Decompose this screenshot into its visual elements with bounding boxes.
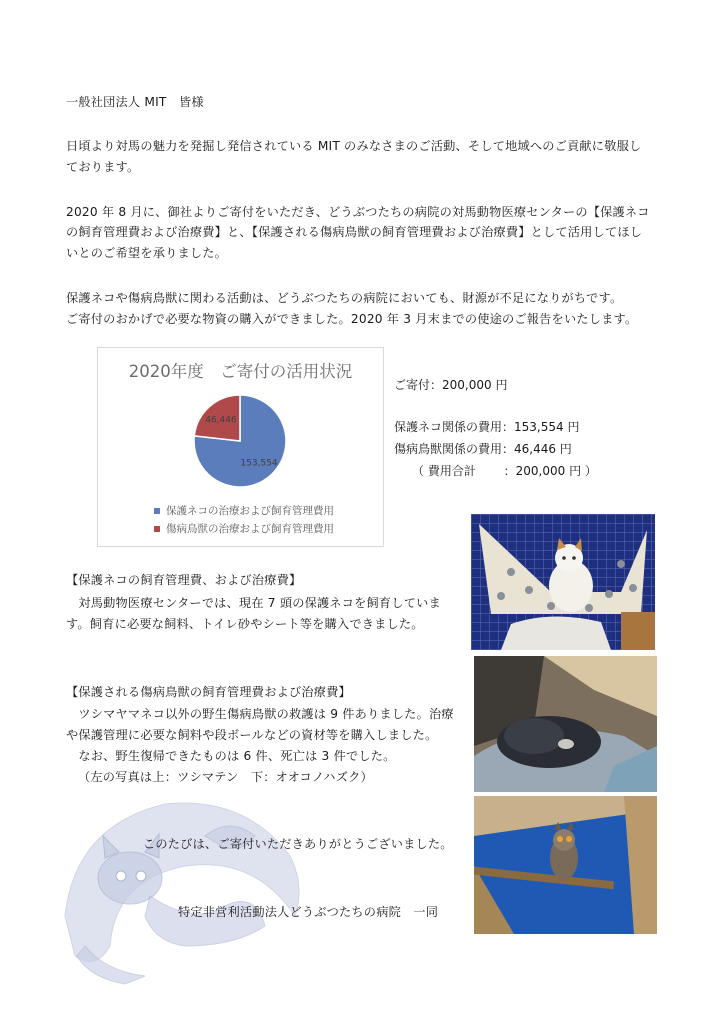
closing-thanks: このたびは、ご寄付いただきありがとうございました。: [143, 837, 453, 851]
section-cats-line1: 対馬動物医療センターでは、現在 7 頭の保護ネコを飼育していま: [66, 596, 441, 610]
marten-illustration: [474, 656, 657, 792]
legend-item-wildlife: [154, 521, 334, 536]
section-wildlife-line1: ツシマヤマネコ以外の野生傷病鳥獣の救護は 9 件ありました。治療: [66, 707, 454, 721]
legend-item-cats: [154, 503, 334, 518]
paragraph-report-line2: ご寄付のおかげで必要な物資の購入ができました。2020 年 3 月末までの使途のご報告をいたします。: [66, 312, 638, 326]
chart-title: 2020年度 ご寄付の活用状況: [128, 362, 353, 381]
legend-label-wildlife: 傷病鳥獣の治療および飼育管理費用: [166, 523, 334, 535]
cat-hammock-photo: [471, 514, 655, 650]
legend-swatch-cats: [154, 508, 160, 514]
section-wildlife-line3: なお、野生復帰できたものは 6 件、死亡は 3 件でした。: [66, 749, 396, 763]
paragraph-intro-line2: ております。: [66, 160, 140, 174]
addressee: 一般社団法人 MIT 皆様: [66, 95, 204, 109]
section-wildlife-heading: 【保護される傷病鳥獣の飼育管理費および治療費】: [66, 685, 351, 699]
section-wildlife-photo-caption: （左の写真は上：ツシマテン 下：オオコノハズク）: [78, 770, 373, 784]
section-wildlife-line2: や保護管理に必要な飼料や段ボールなどの資材等を購入しました。: [66, 728, 438, 742]
paper-cut-marten-illustration: [55, 796, 305, 986]
owl-illustration: [474, 796, 657, 934]
paragraph-donation-line1: 2020 年 8 月に、御社よりご寄付をいただき、どうぶつたちの病院の対馬動物医療センターの【保護ネコ: [66, 205, 650, 219]
section-cats-heading: 【保護ネコの飼育管理費、および治療費】: [66, 573, 302, 587]
paragraph-donation-line2: の飼育管理費および治療費】と、【保護される傷病鳥獣の飼育管理費および治療費】として活用してほし: [66, 225, 643, 239]
tsushima-marten-photo: [474, 656, 657, 792]
pie-label-wildlife: 46,446: [205, 415, 237, 426]
legend-swatch-wildlife: [154, 526, 160, 532]
closing-signature: 特定非営利活動法人どうぶつたちの病院 一同: [178, 905, 439, 919]
paragraph-intro-line1: 日頃より対馬の魅力を発掘し発信されている MIT のみなさまのご活動、そして地域へのご貢献に敬服し: [66, 139, 642, 153]
summary-cat-cost: 保護ネコ関係の費用：153,554 円: [394, 420, 580, 434]
summary-donation: ご寄付：200,000 円: [394, 378, 508, 392]
donation-usage-chart: [97, 347, 384, 547]
legend-label-cats: 保護ネコの治療および飼育管理費用: [166, 505, 334, 517]
pie-label-cats: 153,554: [240, 458, 278, 469]
summary-total: （ 費用合計 ：200,000 円 ）: [412, 464, 597, 478]
section-cats-line2: す。飼育に必要な飼料、トイレ砂やシート等を購入できました。: [66, 617, 424, 631]
paragraph-report-line1: 保護ネコや傷病鳥獣に関わる活動は、どうぶつたちの病院においても、財源が不足になりがちです。: [66, 291, 623, 305]
scops-owl-photo: [474, 796, 657, 934]
cat-hammock-illustration: [471, 514, 655, 650]
paragraph-donation-line3: いとのご希望を承りました。: [66, 246, 228, 260]
summary-wildlife-cost: 傷病鳥獣関係の費用：46,446 円: [394, 442, 572, 456]
